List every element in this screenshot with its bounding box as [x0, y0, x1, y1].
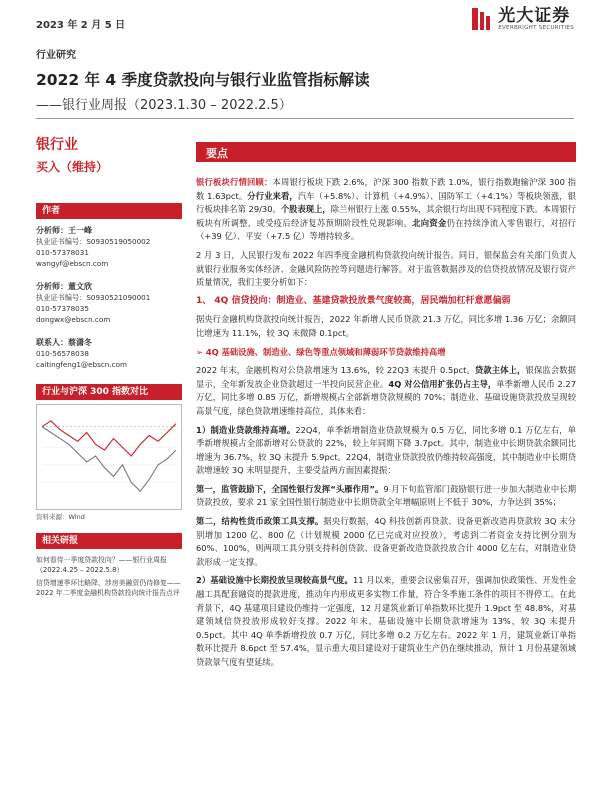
text-span: 除兰州银行上涨 0.55%，其余银行均出现不同程度下跌。本周银行板块有所调整，或受疫后经济复苏预期阶段性兑现影响。 [196, 204, 576, 228]
factor-one-paragraph [196, 483, 576, 510]
text-span: 第二，结构性货币政策工具支撑。 [196, 516, 324, 527]
chart-svg [36, 404, 182, 510]
text-span: 4Q 对公信用扩张仍占主导， [388, 378, 497, 389]
factor-two-paragraph [196, 515, 576, 569]
related-report-link[interactable]: 如何看待一季度贷款投向？——银行业周报（2022.4.25 – 2022.5.8） [36, 556, 167, 574]
main-content [196, 142, 576, 670]
index-comparison-chart [36, 404, 182, 510]
logo-text-cn: 光大证券 [498, 6, 571, 26]
report-date: 2023 年 2 月 5 日 [36, 20, 126, 31]
intro-paragraph: 2 月 3 日，人民银行发布 2022 年四季度金融机构贷款投向统计报告。同日，银保监会有关部门负责人就银行业服务实体经济、金融风险防控等问题进行解答。对于监管数据涉及的信贷投放情况及银行资产质量情况，我们主要分析如下： [196, 249, 576, 288]
text-span: 分行业来看， [247, 190, 298, 201]
rating-label: 买入（维持） [36, 160, 109, 174]
text-span: 仍在持续净流入零售银行，对招行（+39 亿）、平安（+7.5 亿）等增持较多。 [196, 217, 576, 242]
page-subtitle: ——银行业周报（2023.1.30 – 2022.2.5） [36, 98, 292, 113]
header-divider [36, 118, 574, 119]
authors-header: 作者 [36, 203, 182, 219]
analyst-email[interactable]: dongwx@ebscn.com [36, 315, 111, 324]
industry-name: 银行业 [36, 137, 78, 153]
chart-header: 行业与沪深 300 指数对比 [36, 384, 182, 400]
analyst-name: 分析师：王一峰 [36, 226, 92, 235]
analyst-phone: 010-57378035 [36, 304, 89, 313]
contact-block [36, 337, 182, 370]
text-span: 11 月以来，重要会议密集召开，强调加快政策性、开发性金融工具配套融资的提款进度，推动年内形成更多实物工作量，符合冬季施工条件的项目不得停工。在此背景下，4Q 基建项目建设仍维持一定强度，12 月建筑业新订单指数环比提升 1.9pct 至 48.8%，对基建领域信贷投放形成较好支撑。2022 年末，基础设施中长期贷款增速为 13%，较 3Q 末提升 0.5pct。其中 4Q 单季新增投放 0.7 万亿，同比多增 0.2 万亿左右。2022 年 1 月，建筑业新订单指数环比提升 8.6pct 至 57.4%，显示重大项目建设对于建筑业生产仍在继续推动，预计 1 月份基建领域贷款景气度有望延续。 [196, 575, 577, 667]
contact-name: 联系人：蔡潇冬 [36, 338, 92, 347]
page-title: 2022 年 4 季度贷款投向与银行业监管指标解读 [36, 71, 370, 89]
company-logo [470, 6, 574, 32]
text-span: 银保监会数据显示，全年新发放企业贷款超过一半投向民营企业。 [196, 365, 576, 389]
related-report-link[interactable]: 信贷增速季环比略降，涉房美融资仍待修复——2022 年二季度金融机构贷款投向统计报告点评 [36, 579, 181, 597]
text-span: 1）制造业贷款维持高增。 [196, 424, 296, 435]
logo-mark-icon [470, 6, 492, 32]
corporate-loan-paragraph [196, 364, 576, 418]
analyst-email[interactable]: wangyf@ebscn.com [36, 259, 109, 268]
section-heading-1: 1、 4Q 信贷投向：制造业、基建贷款投放景气度较高，居民端加杠杆意愿偏弱 [196, 295, 511, 306]
report-category: 行业研究 [36, 50, 76, 61]
infrastructure-paragraph [196, 574, 576, 669]
text-span: 北向资金 [412, 217, 447, 228]
analyst-block [36, 225, 182, 269]
chart-frame [37, 405, 182, 510]
text-span: 贷款主体上， [474, 365, 526, 376]
loan-paragraph: 据央行金融机构贷款投向统计报告，2022 年新增人民币贷款 21.3 万亿，同比多增 1.36 万亿；余额同比增速为 11.1%，较 3Q 末微降 0.1pct。 [196, 314, 576, 338]
manufacturing-paragraph [196, 424, 576, 478]
chart-source: 资料来源：Wind [36, 513, 85, 521]
market-review-label: 银行板块行情回顾： [196, 177, 273, 187]
text-span: 9 月下旬监管部门鼓励银行进一步加大制造业中长期贷款投放，要求 21 家全国性银行制造业中长期贷款全年增幅原则上不低于 30%，力争达到 35%； [196, 483, 576, 508]
contact-email[interactable]: caitingfeng1@ebscn.com [36, 360, 127, 369]
analyst-name: 分析师：董文欣 [36, 282, 92, 291]
market-review-paragraph [196, 176, 576, 244]
text-span: 本周银行板块下跌 2.6%，沪深 300 指数下跌 1.0%，银行指数跑输沪深 300 指数 1.63pct。 [196, 177, 576, 201]
text-span: 汽车（+5.8%）、计算机（+4.9%）、国防军工（+4.1%）等板块领涨，银行板块排名第 29/30。 [196, 190, 576, 215]
section-heading-2: ➢ 4Q 基础设施、制造业、绿色等重点领域和薄弱环节贷款维持高增 [196, 346, 446, 357]
text-span: 据央行数据，4Q 科技创新再贷款、设备更新改造再贷款较 3Q 末分别增加 1200 亿、800 亿（计划规模 2000 亿已完成对应投放），考虑到二者资金支持比例分别为 60%、100%，则两项工具分别支持科创贷款、设备更新改造贷款投放合计 4000 亿左右，对制造业贷款形成一定支撑。 [196, 516, 576, 567]
text-span: 第一，监管鼓励下，全国性银行发挥“头雁作用”。 [196, 483, 384, 494]
analyst-cert: 执业证书编号：S0930521090001 [36, 293, 151, 302]
related-header: 相关研报 [36, 533, 182, 549]
text-span: 个股表现上， [280, 204, 331, 215]
contact-phone: 010-56578038 [36, 349, 89, 358]
text-span: 2）基础设施中长期投放呈现较高景气度。 [196, 575, 353, 586]
text-span: 2022 年末，金融机构对公贷款增速为 13.6%，较 22Q3 末提升 0.5pct。 [196, 365, 475, 376]
sidebar [36, 134, 182, 598]
logo-text-en: EVERBRIGHT SECURITIES [498, 25, 574, 31]
analyst-phone: 010-57378031 [36, 248, 89, 257]
analyst-cert: 执业证书编号：S0930519050002 [36, 237, 151, 246]
text-span: 22Q4，单季新增制造业贷款规模为 0.5 万亿，同比多增 0.1 万亿左右，单季新增规模占全部新增对公贷款的 22%，较上年同期下降 3.7pct。其中，制造业中长期贷款余额同比增速为 36.7%，较 3Q 末提升 5.9pct。22Q4，制造业贷款投放仍维持较高强度，其中制造业中长期贷款增速较 3Q 末明显提升，主要受益两方面因素提振： [196, 424, 576, 476]
text-span: 单季新增人民币 2.27 万亿，同比多增 0.85 万亿，新增规模占全部新增贷款规模的 70%；制造业、基础设施贷款投放呈现较高景气度，绿色贷款增速维持高位，具体来看： [196, 378, 576, 416]
analyst-block [36, 281, 182, 325]
section-title: 要点 [196, 142, 576, 162]
